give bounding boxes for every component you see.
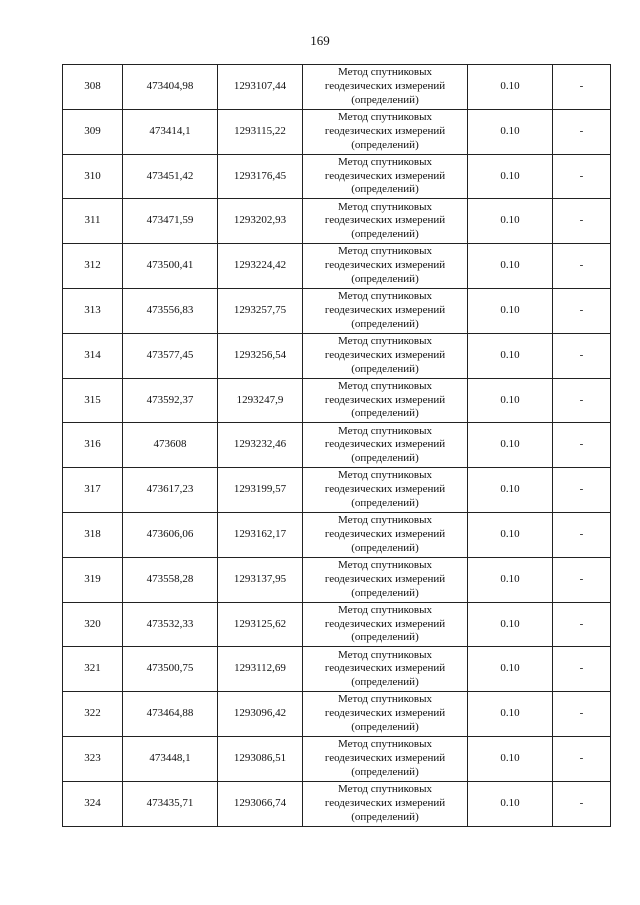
x-coordinate-cell: 473414,1	[123, 109, 218, 154]
y-coordinate-cell: 1293256,54	[218, 333, 303, 378]
x-coordinate-cell: 473556,83	[123, 288, 218, 333]
description-cell: -	[553, 199, 611, 244]
method-cell: Метод спутниковых геодезических измерений (определений)	[303, 423, 468, 468]
accuracy-cell: 0.10	[468, 65, 553, 110]
table-row	[63, 333, 611, 378]
x-coordinate-cell: 473606,06	[123, 512, 218, 557]
point-number-cell: 310	[63, 154, 123, 199]
x-coordinate-cell: 473404,98	[123, 65, 218, 110]
description-cell: -	[553, 423, 611, 468]
point-number-cell: 318	[63, 512, 123, 557]
x-coordinate-cell: 473608	[123, 423, 218, 468]
method-cell: Метод спутниковых геодезических измерений (определений)	[303, 647, 468, 692]
accuracy-cell: 0.10	[468, 423, 553, 468]
table-row	[63, 468, 611, 513]
method-cell: Метод спутниковых геодезических измерений (определений)	[303, 378, 468, 423]
description-cell: -	[553, 647, 611, 692]
accuracy-cell: 0.10	[468, 781, 553, 826]
accuracy-cell: 0.10	[468, 378, 553, 423]
description-cell: -	[553, 65, 611, 110]
table-row	[63, 647, 611, 692]
accuracy-cell: 0.10	[468, 468, 553, 513]
accuracy-cell: 0.10	[468, 288, 553, 333]
table-row	[63, 154, 611, 199]
method-cell: Метод спутниковых геодезических измерений (определений)	[303, 288, 468, 333]
y-coordinate-cell: 1293199,57	[218, 468, 303, 513]
point-number-cell: 321	[63, 647, 123, 692]
method-cell: Метод спутниковых геодезических измерений (определений)	[303, 65, 468, 110]
y-coordinate-cell: 1293247,9	[218, 378, 303, 423]
accuracy-cell: 0.10	[468, 109, 553, 154]
description-cell: -	[553, 244, 611, 289]
page-number: 169	[310, 33, 330, 48]
point-number-cell: 320	[63, 602, 123, 647]
description-cell: -	[553, 288, 611, 333]
description-cell: -	[553, 333, 611, 378]
accuracy-cell: 0.10	[468, 512, 553, 557]
method-cell: Метод спутниковых геодезических измерений (определений)	[303, 512, 468, 557]
table-row	[63, 692, 611, 737]
y-coordinate-cell: 1293202,93	[218, 199, 303, 244]
method-cell: Метод спутниковых геодезических измерений (определений)	[303, 199, 468, 244]
y-coordinate-cell: 1293232,46	[218, 423, 303, 468]
method-cell: Метод спутниковых геодезических измерений (определений)	[303, 468, 468, 513]
table-row	[63, 781, 611, 826]
x-coordinate-cell: 473558,28	[123, 557, 218, 602]
description-cell: -	[553, 468, 611, 513]
description-cell: -	[553, 109, 611, 154]
y-coordinate-cell: 1293115,22	[218, 109, 303, 154]
method-cell: Метод спутниковых геодезических измерений (определений)	[303, 244, 468, 289]
x-coordinate-cell: 473592,37	[123, 378, 218, 423]
x-coordinate-cell: 473617,23	[123, 468, 218, 513]
method-cell: Метод спутниковых геодезических измерений (определений)	[303, 109, 468, 154]
method-cell: Метод спутниковых геодезических измерений (определений)	[303, 602, 468, 647]
coordinates-table-body	[63, 65, 611, 827]
y-coordinate-cell: 1293224,42	[218, 244, 303, 289]
description-cell: -	[553, 692, 611, 737]
table-row	[63, 244, 611, 289]
table-row	[63, 557, 611, 602]
y-coordinate-cell: 1293125,62	[218, 602, 303, 647]
x-coordinate-cell: 473471,59	[123, 199, 218, 244]
table-row	[63, 423, 611, 468]
x-coordinate-cell: 473435,71	[123, 781, 218, 826]
method-cell: Метод спутниковых геодезических измерений (определений)	[303, 781, 468, 826]
x-coordinate-cell: 473451,42	[123, 154, 218, 199]
x-coordinate-cell: 473500,75	[123, 647, 218, 692]
accuracy-cell: 0.10	[468, 244, 553, 289]
accuracy-cell: 0.10	[468, 602, 553, 647]
y-coordinate-cell: 1293096,42	[218, 692, 303, 737]
method-cell: Метод спутниковых геодезических измерений (определений)	[303, 154, 468, 199]
x-coordinate-cell: 473464,88	[123, 692, 218, 737]
point-number-cell: 315	[63, 378, 123, 423]
method-cell: Метод спутниковых геодезических измерений (определений)	[303, 736, 468, 781]
point-number-cell: 323	[63, 736, 123, 781]
x-coordinate-cell: 473577,45	[123, 333, 218, 378]
x-coordinate-cell: 473448,1	[123, 736, 218, 781]
accuracy-cell: 0.10	[468, 154, 553, 199]
accuracy-cell: 0.10	[468, 333, 553, 378]
y-coordinate-cell: 1293162,17	[218, 512, 303, 557]
y-coordinate-cell: 1293257,75	[218, 288, 303, 333]
table-row	[63, 378, 611, 423]
table-row	[63, 109, 611, 154]
point-number-cell: 312	[63, 244, 123, 289]
point-number-cell: 314	[63, 333, 123, 378]
accuracy-cell: 0.10	[468, 692, 553, 737]
y-coordinate-cell: 1293086,51	[218, 736, 303, 781]
description-cell: -	[553, 781, 611, 826]
x-coordinate-cell: 473500,41	[123, 244, 218, 289]
description-cell: -	[553, 512, 611, 557]
description-cell: -	[553, 154, 611, 199]
point-number-cell: 309	[63, 109, 123, 154]
y-coordinate-cell: 1293112,69	[218, 647, 303, 692]
point-number-cell: 316	[63, 423, 123, 468]
point-number-cell: 322	[63, 692, 123, 737]
point-number-cell: 324	[63, 781, 123, 826]
table-row	[63, 199, 611, 244]
point-number-cell: 308	[63, 65, 123, 110]
point-number-cell: 319	[63, 557, 123, 602]
table-row	[63, 602, 611, 647]
table-row	[63, 288, 611, 333]
description-cell: -	[553, 602, 611, 647]
table-row	[63, 512, 611, 557]
accuracy-cell: 0.10	[468, 736, 553, 781]
point-number-cell: 313	[63, 288, 123, 333]
method-cell: Метод спутниковых геодезических измерений (определений)	[303, 557, 468, 602]
accuracy-cell: 0.10	[468, 647, 553, 692]
description-cell: -	[553, 378, 611, 423]
point-number-cell: 317	[63, 468, 123, 513]
description-cell: -	[553, 736, 611, 781]
y-coordinate-cell: 1293176,45	[218, 154, 303, 199]
table-row	[63, 736, 611, 781]
description-cell: -	[553, 557, 611, 602]
y-coordinate-cell: 1293107,44	[218, 65, 303, 110]
x-coordinate-cell: 473532,33	[123, 602, 218, 647]
accuracy-cell: 0.10	[468, 199, 553, 244]
method-cell: Метод спутниковых геодезических измерений (определений)	[303, 692, 468, 737]
accuracy-cell: 0.10	[468, 557, 553, 602]
y-coordinate-cell: 1293137,95	[218, 557, 303, 602]
point-number-cell: 311	[63, 199, 123, 244]
method-cell: Метод спутниковых геодезических измерений (определений)	[303, 333, 468, 378]
table-row	[63, 65, 611, 110]
y-coordinate-cell: 1293066,74	[218, 781, 303, 826]
coordinates-table	[62, 64, 611, 827]
